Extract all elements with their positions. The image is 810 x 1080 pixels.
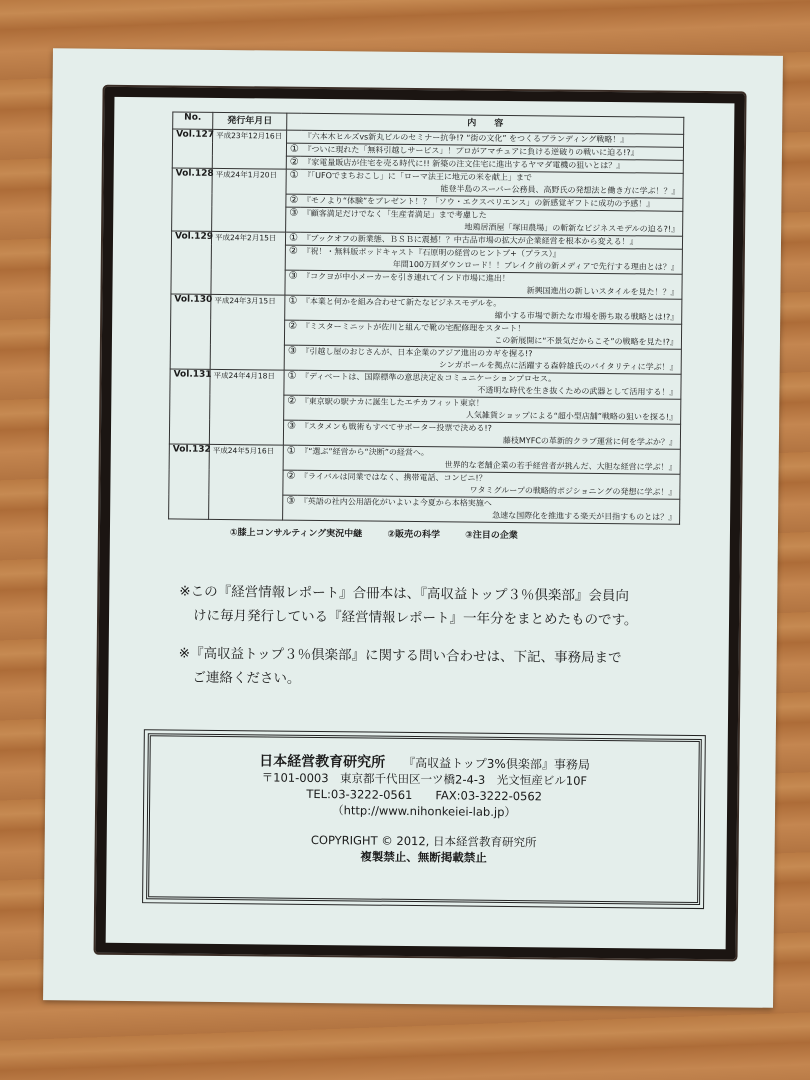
- item-number: ②: [283, 470, 297, 495]
- title-line: 『「UFOでまちおこし」に「ローマ法王に地元の米を献上」まで: [303, 170, 532, 183]
- item-number: ③: [284, 345, 298, 370]
- header-no: No.: [173, 112, 213, 129]
- header-content: 内 容: [287, 113, 684, 134]
- title-line: 『六本木ヒルズvs新丸ビルのセミナー抗争!? “街の文化” をつくるブランディング戦略！』: [303, 131, 629, 145]
- item-number: ②: [284, 395, 298, 420]
- address: 〒101-0003 東京都千代田区一ツ橋2-4-3 光文恒産ビル10F: [261, 770, 588, 788]
- title-line: 世界的な老舗企業の若手経営者が挑んだ、大胆な経営に学ぶ！』: [444, 460, 677, 472]
- item-number: ①: [285, 295, 299, 320]
- item-number: ②: [286, 194, 300, 207]
- title-line: 藤枝MYFCの革新的クラブ運営に何を学ぶか？』: [502, 435, 677, 447]
- issue-date: 平成24年5月16日: [209, 444, 284, 520]
- note-inquiry: [178, 642, 678, 695]
- item-number: ②: [285, 245, 299, 270]
- note-line: ※『高収益トップ３％倶楽部』に関する問い合わせは、下記、事務局まで: [178, 645, 622, 667]
- page-content: [108, 111, 734, 695]
- legend-item: ②販売の科学: [387, 529, 441, 541]
- note-line: ※この『経営情報レポート』合冊本は、『高収益トップ３％倶楽部』会員向: [179, 583, 630, 605]
- phone-fax: TEL:03-3222-0561 FAX:03-3222-0562: [306, 786, 543, 804]
- header-date: 発行年月日: [213, 112, 287, 130]
- title-line: 『引越し屋のおじさんが、日本企業のアジア進出のカギを握る!?: [301, 346, 533, 359]
- title-line: 『ミスターミニットが佐川と組んで靴の宅配修理をスタート！: [301, 321, 526, 334]
- legend-item: ①膝上コンサルティング実況中継: [229, 528, 363, 540]
- table-legend: [230, 526, 730, 545]
- issue-date: 平成24年4月18日: [209, 369, 284, 445]
- item-number: ①: [286, 143, 300, 156]
- title-line: 能登半島のスーパー公務員、高野氏の発想法と働き方に学ぶ！？』: [440, 184, 680, 196]
- title-line: ワタミグループの戦略的ポジショニングの発想に学ぶ！』: [469, 485, 677, 497]
- item-number: ①: [283, 445, 297, 470]
- title-line: 新興国進出の新しいスタイルを見た！？』: [526, 286, 679, 297]
- title-line: 地鶏居酒屋「塚田農場」の斬新なビジネスモデルの迫る?!』: [464, 222, 680, 234]
- item-number: ①: [284, 370, 298, 395]
- table-row: [172, 168, 683, 198]
- legend-item: ③注目の企業: [465, 530, 518, 542]
- title-line: 人気雑貨ショップによる“超小型店舗”戦略の狙いを探る!』: [465, 410, 678, 422]
- issue-volume: Vol.130: [170, 294, 211, 369]
- note-compilation: [179, 580, 679, 633]
- issues-table: [168, 111, 684, 524]
- item-title: [297, 495, 680, 524]
- note-line: ご連絡ください。: [192, 669, 301, 687]
- issue-date: 平成24年2月15日: [211, 231, 286, 295]
- issue-volume: Vol.127: [172, 129, 212, 168]
- copyright: COPYRIGHT © 2012, 日本経営教育研究所: [310, 832, 537, 850]
- title-line: 縮小する市場で新たな市場を勝ち取る戦略とは!?』: [494, 310, 679, 322]
- document-page: [43, 48, 783, 1008]
- table-row: [171, 294, 682, 324]
- title-line: 『“選ぶ”経営から“決断”の経営へ。: [300, 446, 429, 458]
- item-number: ③: [283, 420, 297, 445]
- item-number: ③: [285, 270, 299, 295]
- org-name: 日本経営教育研究所: [259, 753, 386, 771]
- website-url: （http://www.nihonkeiei-lab.jp）: [332, 803, 516, 820]
- title-line: 『スタメンも戦術もすべてサポーター投票で決める!?: [300, 421, 492, 433]
- title-line: 『コクヨが中小メーカーを引き連れてインド市場に進出！: [302, 271, 511, 284]
- issue-volume: Vol.132: [169, 444, 210, 519]
- title-line: 『モノより“体験”をプレゼント！？「ソウ・エクスペリエンス」の新感覚ギフトに成功の予感！』: [302, 195, 655, 209]
- table-row: [169, 444, 680, 474]
- title-line: 『ブックオフの新業態、ＢＳＢに震撼！？中古品市場の拡大が企業経営を根本から変える！』: [302, 233, 638, 247]
- table-row: [170, 369, 681, 399]
- office-name: 『高収益トップ3%倶楽部』事務局: [403, 755, 590, 772]
- item-number: ③: [283, 495, 297, 520]
- item-number: ①: [286, 169, 300, 194]
- title-line: 不透明な時代を生き抜くための武器として活用する！』: [477, 385, 678, 397]
- item-number: ②: [284, 320, 298, 345]
- note-line: けに毎月発行している『経営情報レポート』一年分をまとめたものです。: [192, 607, 638, 629]
- issue-volume: Vol.128: [172, 168, 213, 231]
- issue-date: 平成24年3月15日: [210, 294, 285, 370]
- title-line: 『祝！・無料版ポッドキャスト『石原明の経営のヒントプ+（プラス）』: [302, 246, 561, 259]
- contact-box: [146, 733, 702, 905]
- item-number: [287, 130, 301, 143]
- title-line: 『顧客満足だけでなく「生産者満足」まで考慮した: [302, 208, 487, 220]
- title-line: 『本業と何かを組み合わせて新たなビジネスモデルを。: [301, 296, 502, 308]
- title-line: 急速な国際化を推進する楽天が目指すものとは？』: [492, 510, 677, 522]
- title-line: 『東京駅の駅ナカに誕生したエチカフィット東京！: [300, 396, 484, 408]
- item-number: ①: [285, 232, 299, 245]
- issue-volume: Vol.129: [171, 231, 212, 294]
- title-line: 『ライバルは同業ではなく、携帯電話、コンビニ!？: [299, 471, 487, 483]
- issue-date: 平成23年12月16日: [212, 129, 286, 169]
- reproduction-notice: 複製禁止、無断掲載禁止: [360, 849, 487, 865]
- title-line: 『英語の社内公用語化がいよいよ今夏から本格実施へ: [299, 496, 492, 508]
- title-line: シンガポールを拠点に活躍する森幹雄氏のバイタリティに学ぶ！』: [438, 360, 678, 372]
- item-number: ②: [286, 156, 300, 169]
- issue-volume: Vol.131: [169, 369, 210, 444]
- decorative-frame: [96, 87, 745, 960]
- title-line: 年間100万回ダウンロード！！ブレイク前の新メディアで先行する理由とは？』: [392, 259, 679, 272]
- title-line: 『家電量販店が住宅を売る時代に!! 新築の注文住宅に進出するヤマダ電機の狙いとは？』: [303, 157, 625, 171]
- issue-date: 平成24年1月20日: [212, 168, 287, 232]
- item-number: ③: [286, 207, 300, 232]
- title-line: 『ディベートは、国際標準の意思決定＆コミュニケーションプロセス。: [301, 371, 557, 384]
- title-line: この新展開に“不景気だからこそ”の戦略を見た!?』: [494, 335, 679, 347]
- title-line: 『ついに現れた「無料引越しサービス」！プロがアマチュアに負ける逆破りの戦いに迫る!?』: [303, 144, 639, 158]
